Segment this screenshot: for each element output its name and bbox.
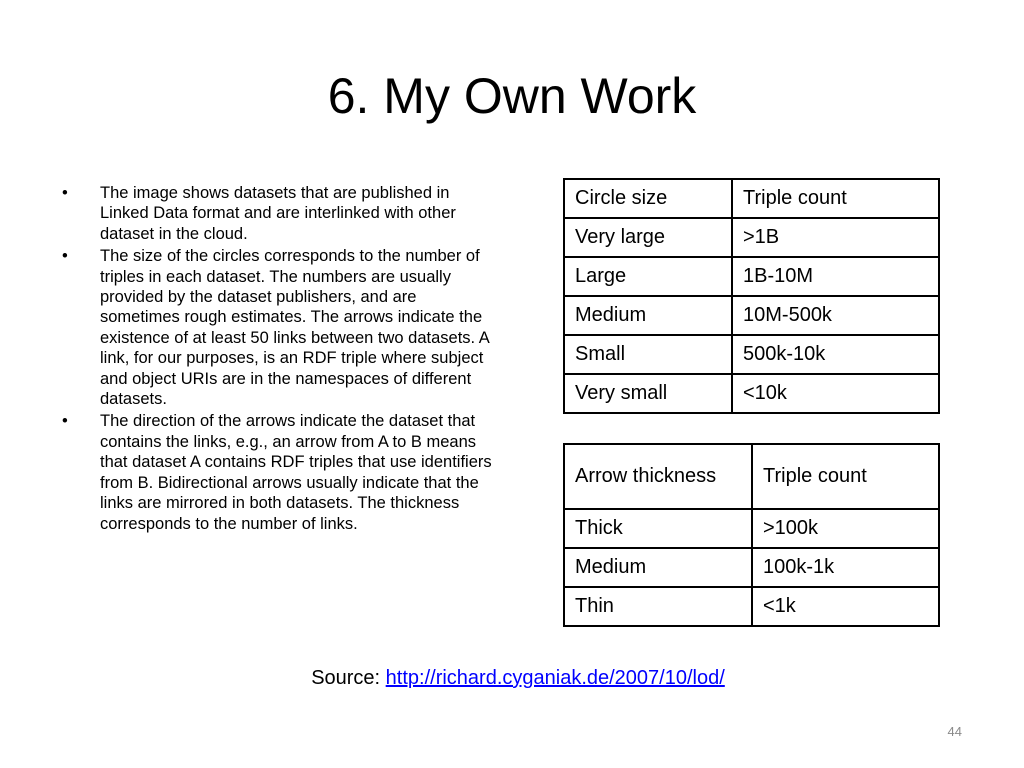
table-row <box>564 335 939 374</box>
slide-title: 6. My Own Work <box>327 68 697 124</box>
bullet-text: The size of the circles corresponds to the number of triples in each dataset. The numbers are usually provided by the dataset publishers, and are sometimes rough estimates. The arrows indicate the existence of at least 50 links between two datasets. A link, for our purposes, is an RDF triple where subject and object URIs are in the namespaces of different datasets. <box>100 247 489 409</box>
table-cell: Large <box>564 257 732 296</box>
table-row <box>564 509 939 548</box>
table-cell: Small <box>564 335 732 374</box>
source-line <box>0 664 1024 692</box>
table-cell: Thick <box>564 509 752 548</box>
header-cell: Triple count <box>732 179 939 218</box>
header-cell: Arrow thickness <box>564 444 752 509</box>
page-number: 44 <box>947 724 962 739</box>
header-cell: Circle size <box>564 179 732 218</box>
table-cell: Medium <box>564 296 732 335</box>
table-header-row <box>564 444 939 509</box>
circle-size-table <box>563 178 940 414</box>
header-cell: Triple count <box>752 444 939 509</box>
table-row <box>564 257 939 296</box>
bullet-item <box>62 183 494 244</box>
bullet-text: The image shows datasets that are published in Linked Data format and are interlinked with other dataset in the cloud. <box>100 184 456 243</box>
bullet-icon: • <box>62 412 68 431</box>
table-cell: <1k <box>752 587 939 626</box>
source-link[interactable]: http://richard.cyganiak.de/2007/10/lod/ <box>385 667 725 689</box>
bullet-item <box>62 246 494 409</box>
table-cell: 100k-1k <box>752 548 939 587</box>
table-cell: Very small <box>564 374 732 413</box>
table-cell: Thin <box>564 587 752 626</box>
bullet-list <box>62 183 494 536</box>
table-row <box>564 296 939 335</box>
bullet-item <box>62 411 494 533</box>
table-cell: 10M-500k <box>732 296 939 335</box>
table-row <box>564 374 939 413</box>
table-row <box>564 218 939 257</box>
table-cell: >100k <box>752 509 939 548</box>
table-cell: Very large <box>564 218 732 257</box>
bullet-icon: • <box>62 247 68 266</box>
table-header-row <box>564 179 939 218</box>
source-label: Source: <box>311 667 386 689</box>
table-row <box>564 548 939 587</box>
bullet-text: The direction of the arrows indicate the dataset that contains the links, e.g., an arrow from A to B means that dataset A contains RDF triples that use identifiers from B. Bidirectional arrows usually indicate that the links are mirrored in both datasets. The thickness corresponds to the number of links. <box>100 412 492 533</box>
table-cell: Medium <box>564 548 752 587</box>
table-cell: >1B <box>732 218 939 257</box>
table-cell: 1B-10M <box>732 257 939 296</box>
table-cell: <10k <box>732 374 939 413</box>
bullet-icon: • <box>62 184 68 202</box>
arrow-thickness-table <box>563 443 940 627</box>
table-cell: 500k-10k <box>732 335 939 374</box>
table-row <box>564 587 939 626</box>
